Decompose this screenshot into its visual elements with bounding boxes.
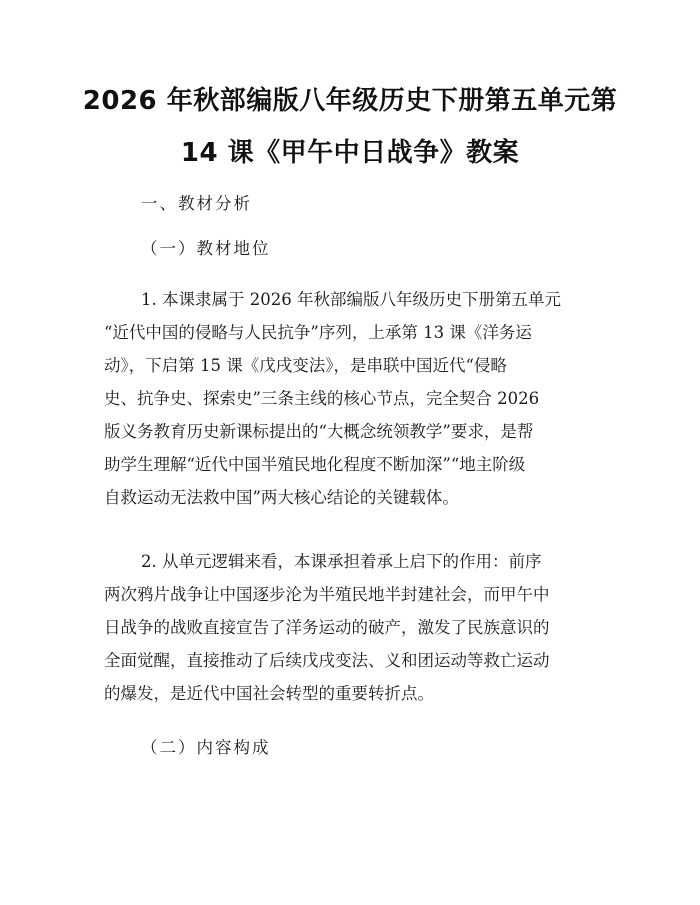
document-title-line-2: 14 课《甲午中日战争》教案 (180, 138, 520, 168)
paragraph-1-line: 动》，下启第 15 课《戊戌变法》，是串联中国近代“侵略 (104, 356, 507, 375)
paragraph-2-line: 日战争的战败直接宣告了洋务运动的破产，激发了民族意识的 (104, 618, 550, 637)
paragraph-1-line: 史、抗争史、探索史”三条主线的核心节点，完全契合 2026 (104, 389, 540, 408)
paragraph-1-line: 1. 本课隶属于 2026 年秋部编版八年级历史下册第五单元 (141, 290, 561, 309)
paragraph-2-line: 全面觉醒，直接推动了后续戊戌变法、义和团运动等救亡运动 (104, 651, 550, 670)
subsection-heading-content-composition: （二）内容构成 (141, 738, 271, 757)
paragraph-2-line: 的爆发，是近代中国社会转型的重要转折点。 (104, 684, 434, 703)
paragraph-2-line: 两次鸦片战争让中国逐步沦为半殖民地半封建社会，而甲午中 (104, 585, 550, 604)
paragraph-1-line: “近代中国的侵略与人民抗争”序列，上承第 13 课《洋务运 (104, 323, 532, 342)
paragraph-1-line: 助学生理解“近代中国半殖民地化程度不断加深”“地主阶级 (104, 455, 526, 474)
document-title-line-1: 2026 年秋部编版八年级历史下册第五单元第 (82, 86, 618, 116)
subsection-heading-textbook-position: （一）教材地位 (141, 239, 271, 258)
paragraph-2-line: 2. 从单元逻辑来看，本课承担着承上启下的作用：前序 (141, 552, 542, 571)
paragraph-1-line: 版义务教育历史新课标提出的“大概念统领教学”要求，是帮 (104, 422, 534, 441)
section-heading-textbook-analysis: 一、教材分析 (141, 194, 252, 213)
paragraph-1-line: 自救运动无法救中国”两大核心结论的关键载体。 (104, 488, 459, 507)
